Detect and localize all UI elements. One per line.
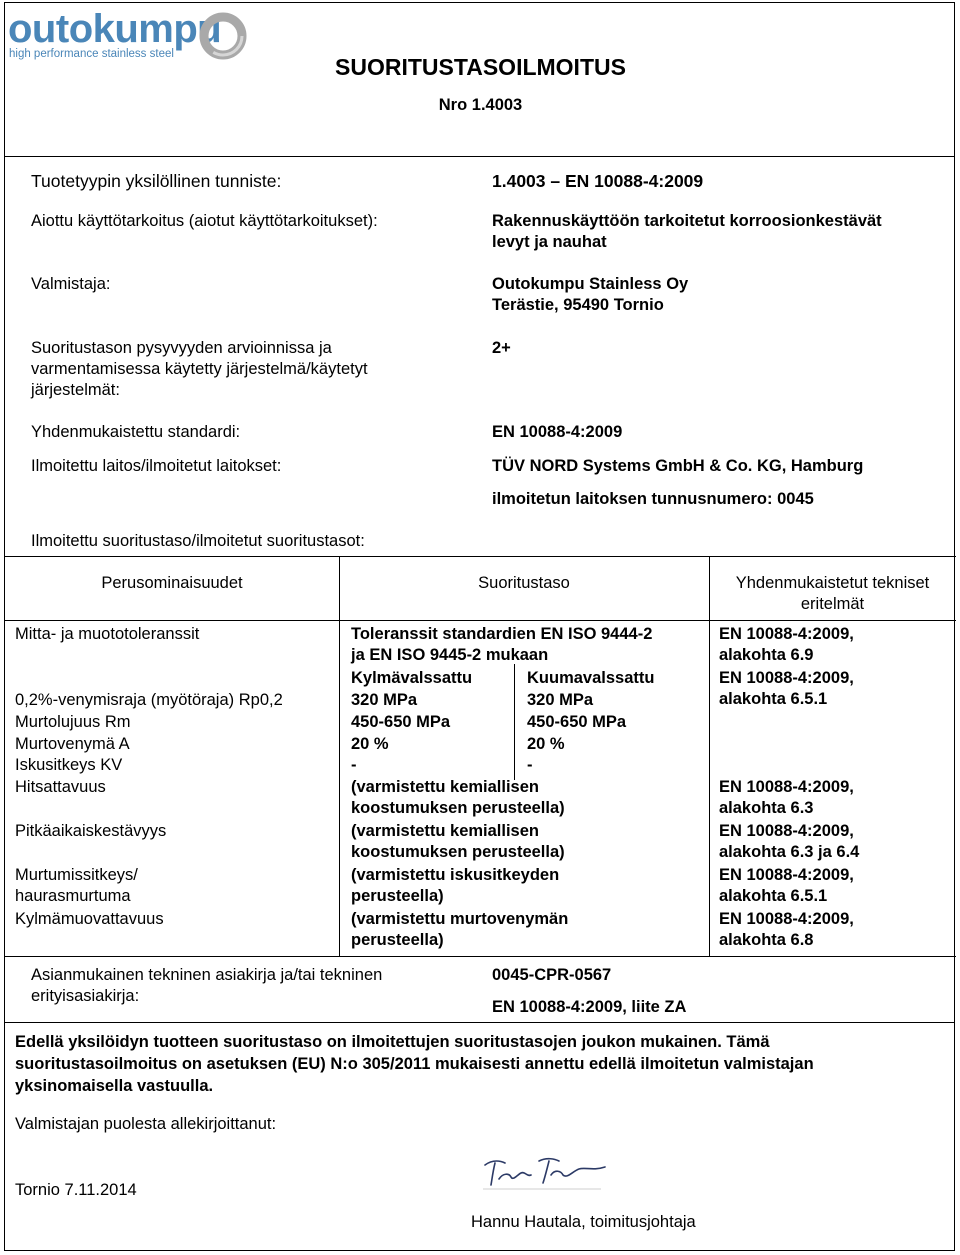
row-formability-value-1: (varmistettu murtovenymän	[351, 910, 569, 928]
documentation-value-2: EN 10088-4:2009, liite ZA	[492, 998, 687, 1016]
col-header-spec-1: Yhdenmukaistetut tekniset	[735, 574, 930, 592]
row-mechanical-label-2: Murtolujuus Rm	[15, 713, 131, 731]
intended-use-value-2: levyt ja nauhat	[492, 233, 607, 251]
row-fracture-spec-2: alakohta 6.5.1	[719, 887, 828, 905]
manufacturer-value-1: Outokumpu Stainless Oy	[492, 275, 689, 293]
col-header-performance: Suoritustaso	[478, 574, 570, 592]
signed-by-label: Valmistajan puolesta allekirjoittanut:	[15, 1115, 277, 1133]
handwritten-signature	[481, 1151, 611, 1193]
row-tolerances-value-1: Toleranssit standardien EN ISO 9444-2	[351, 625, 653, 643]
system-value: 2+	[492, 339, 511, 357]
statement-line-3: yksinomaisella vastuulla.	[15, 1077, 214, 1095]
row-durability-value-2: koostumuksen perusteella)	[351, 843, 565, 861]
logo-tagline: high performance stainless steel	[9, 48, 174, 60]
row-mechanical-label-4: Iskusitkeys KV	[15, 756, 123, 774]
statement-line-2: suoritustasoilmoitus on asetuksen (EU) N:o 305/2011 mukaisesti annettu edellä ilmoitetun valmistajan	[15, 1055, 814, 1073]
system-label-3: järjestelmät:	[31, 381, 120, 399]
footer-divider	[5, 1022, 954, 1023]
documentation-value-1: 0045-CPR-0567	[492, 966, 612, 984]
row-formability-spec-2: alakohta 6.8	[719, 931, 814, 949]
row-durability-label: Pitkäaikaiskestävyys	[15, 822, 167, 840]
row-fracture-spec-1: EN 10088-4:2009,	[719, 866, 854, 884]
cold-rolled-value-3: 20 %	[351, 735, 389, 753]
manufacturer-value-2: Terästie, 95490 Tornio	[492, 296, 664, 314]
row-tolerances-value-2: ja EN ISO 9445-2 mukaan	[351, 646, 549, 664]
declared-performance-label: Ilmoitettu suoritustaso/ilmoitetut suoritustasot:	[31, 532, 365, 550]
row-tolerances-label: Mitta- ja muototoleranssit	[15, 625, 200, 643]
hot-rolled-value-4: -	[527, 756, 533, 774]
cold-rolled-header: Kylmävalssattu	[351, 669, 473, 687]
system-label-2: varmentamisessa käytetty järjestelmä/käytetyt	[31, 360, 368, 378]
documentation-label-1: Asianmukainen tekninen asiakirja ja/tai tekninen	[31, 966, 383, 984]
intended-use-label: Aiottu käyttötarkoitus (aiotut käyttötarkoitukset):	[31, 212, 378, 230]
row-weldability-label: Hitsattavuus	[15, 778, 106, 796]
standard-label: Yhdenmukaistettu standardi:	[31, 423, 241, 441]
header-divider	[5, 156, 954, 157]
row-mechanical-spec-1: EN 10088-4:2009,	[719, 669, 854, 687]
row-durability-value-1: (varmistettu kemiallisen	[351, 822, 539, 840]
row-fracture-label-1: Murtumissitkeys/	[15, 866, 138, 884]
performance-table	[5, 556, 956, 958]
system-label-1: Suoritustason pysyvyyden arvioinnissa ja	[31, 339, 332, 357]
table-col-divider-2	[709, 556, 710, 956]
manufacturer-label: Valmistaja:	[31, 275, 111, 293]
notified-body-number: ilmoitetun laitoksen tunnusnumero: 0045	[492, 490, 814, 508]
notified-body-value: TÜV NORD Systems GmbH & Co. KG, Hamburg	[492, 457, 864, 475]
signer-name: Hannu Hautala, toimitusjohtaja	[471, 1213, 696, 1231]
row-fracture-value-1: (varmistettu iskusitkeyden	[351, 866, 560, 884]
table-sub-divider	[514, 664, 515, 780]
table-bottom-border	[5, 956, 956, 957]
hot-rolled-value-2: 450-650 MPa	[527, 713, 627, 731]
row-durability-spec-1: EN 10088-4:2009,	[719, 822, 854, 840]
row-weldability-spec-1: EN 10088-4:2009,	[719, 778, 854, 796]
row-mechanical-label-3: Murtovenymä A	[15, 735, 130, 753]
col-header-spec-2: eritelmät	[800, 595, 865, 613]
standard-value: EN 10088-4:2009	[492, 423, 623, 441]
row-durability-spec-2: alakohta 6.3 ja 6.4	[719, 843, 860, 861]
place-date: Tornio 7.11.2014	[15, 1181, 137, 1199]
notified-body-label: Ilmoitettu laitos/ilmoitetut laitokset:	[31, 457, 282, 475]
cold-rolled-value-4: -	[351, 756, 357, 774]
table-col-divider-1	[339, 556, 340, 956]
col-header-characteristics: Perusominaisuudet	[101, 574, 243, 592]
cold-rolled-value-2: 450-650 MPa	[351, 713, 451, 731]
row-formability-spec-1: EN 10088-4:2009,	[719, 910, 854, 928]
row-formability-label: Kylmämuovattavuus	[15, 910, 164, 928]
document-number: Nro 1.4003	[438, 96, 523, 114]
logo-word: outokumpu	[8, 7, 222, 51]
row-weldability-value-1: (varmistettu kemiallisen	[351, 778, 539, 796]
product-id-value: 1.4003 – EN 10088-4:2009	[492, 171, 704, 191]
row-mechanical-spec-2: alakohta 6.5.1	[719, 690, 828, 708]
row-tolerances-spec-1: EN 10088-4:2009,	[719, 625, 854, 643]
row-fracture-value-2: perusteella)	[351, 887, 444, 905]
page-title: SUORITUSTASOILMOITUS	[335, 54, 626, 80]
table-top-border	[5, 556, 956, 557]
declaration-page	[4, 2, 955, 1251]
cold-rolled-value-1: 320 MPa	[351, 691, 418, 709]
row-tolerances-spec-2: alakohta 6.9	[719, 646, 814, 664]
row-weldability-spec-2: alakohta 6.3	[719, 799, 814, 817]
hot-rolled-header: Kuumavalssattu	[527, 669, 655, 687]
hot-rolled-value-3: 20 %	[527, 735, 565, 753]
documentation-label-2: erityisasiakirja:	[31, 987, 140, 1005]
row-weldability-value-2: koostumuksen perusteella)	[351, 799, 565, 817]
hot-rolled-value-1: 320 MPa	[527, 691, 594, 709]
row-fracture-label-2: haurasmurtuma	[15, 887, 131, 905]
row-formability-value-2: perusteella)	[351, 931, 444, 949]
table-header-border	[5, 620, 956, 621]
statement-line-1: Edellä yksilöidyn tuotteen suoritustaso on ilmoitettujen suoritustasojen joukon mukainen. Tämä	[15, 1033, 770, 1051]
product-id-label: Tuotetyypin yksilöllinen tunniste:	[31, 171, 282, 191]
intended-use-value-1: Rakennuskäyttöön tarkoitetut korroosionkestävät	[492, 212, 882, 230]
row-mechanical-label-1: 0,2%-venymisraja (myötöraja) Rp0,2	[15, 691, 283, 709]
